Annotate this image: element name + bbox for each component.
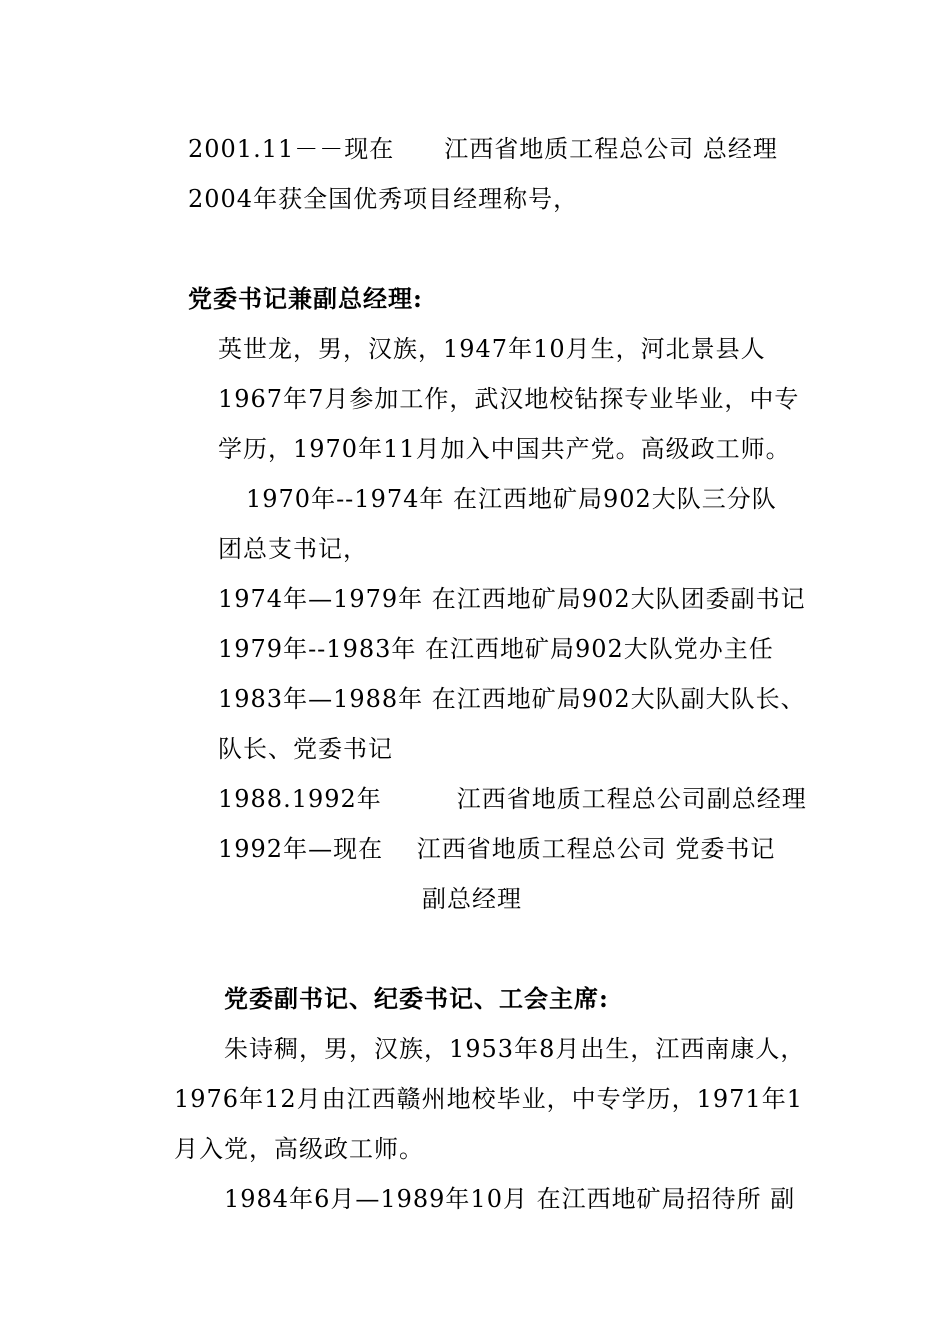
section1-line-8: 1983年—1988年 在江西地矿局902大队副大队长、 [218, 685, 806, 713]
section2-line-1: 朱诗稠，男，汉族，1953年8月出生，江西南康人， [224, 1035, 806, 1063]
section2-line-4: 1984年6月—1989年10月 在江西地矿局招待所 副 [224, 1185, 796, 1213]
section1-line-5: 团总支书记， [218, 535, 368, 563]
section1-line-11: 1992年—现在 江西省地质工程总公司 党委书记 [218, 835, 776, 863]
section2-line-2: 1976年12月由江西赣州地校毕业，中专学历，1971年1 [174, 1085, 803, 1113]
section1-line-9: 队长、党委书记 [218, 735, 393, 763]
section1-line-10: 1988.1992年 江西省地质工程总公司副总经理 [218, 785, 807, 813]
section2-title: 党委副书记、纪委书记、工会主席: [224, 984, 609, 1013]
section1-line-6: 1974年—1979年 在江西地矿局902大队团委副书记 [218, 585, 806, 613]
intro-line-2: 2004年获全国优秀项目经理称号， [188, 185, 579, 213]
section1-line-2: 1967年7月参加工作，武汉地校钻探专业毕业，中专 [218, 385, 800, 413]
section1-line-3: 学历，1970年11月加入中国共产党。高级政工师。 [218, 435, 791, 463]
section1-title: 党委书记兼副总经理: [188, 284, 423, 313]
section1-line-7: 1979年--1983年 在江西地矿局902大队党办主任 [218, 635, 774, 663]
section1-line-1: 英世龙，男，汉族，1947年10月生，河北景县人 [218, 335, 766, 363]
section2-line-3: 月入党，高级政工师。 [174, 1135, 424, 1163]
section1-line-4: 1970年--1974年 在江西地矿局902大队三分队 [246, 485, 777, 513]
intro-line-1: 2001.11－－现在 江西省地质工程总公司 总经理 [188, 135, 778, 163]
section1-line-12: 副总经理 [422, 885, 522, 913]
